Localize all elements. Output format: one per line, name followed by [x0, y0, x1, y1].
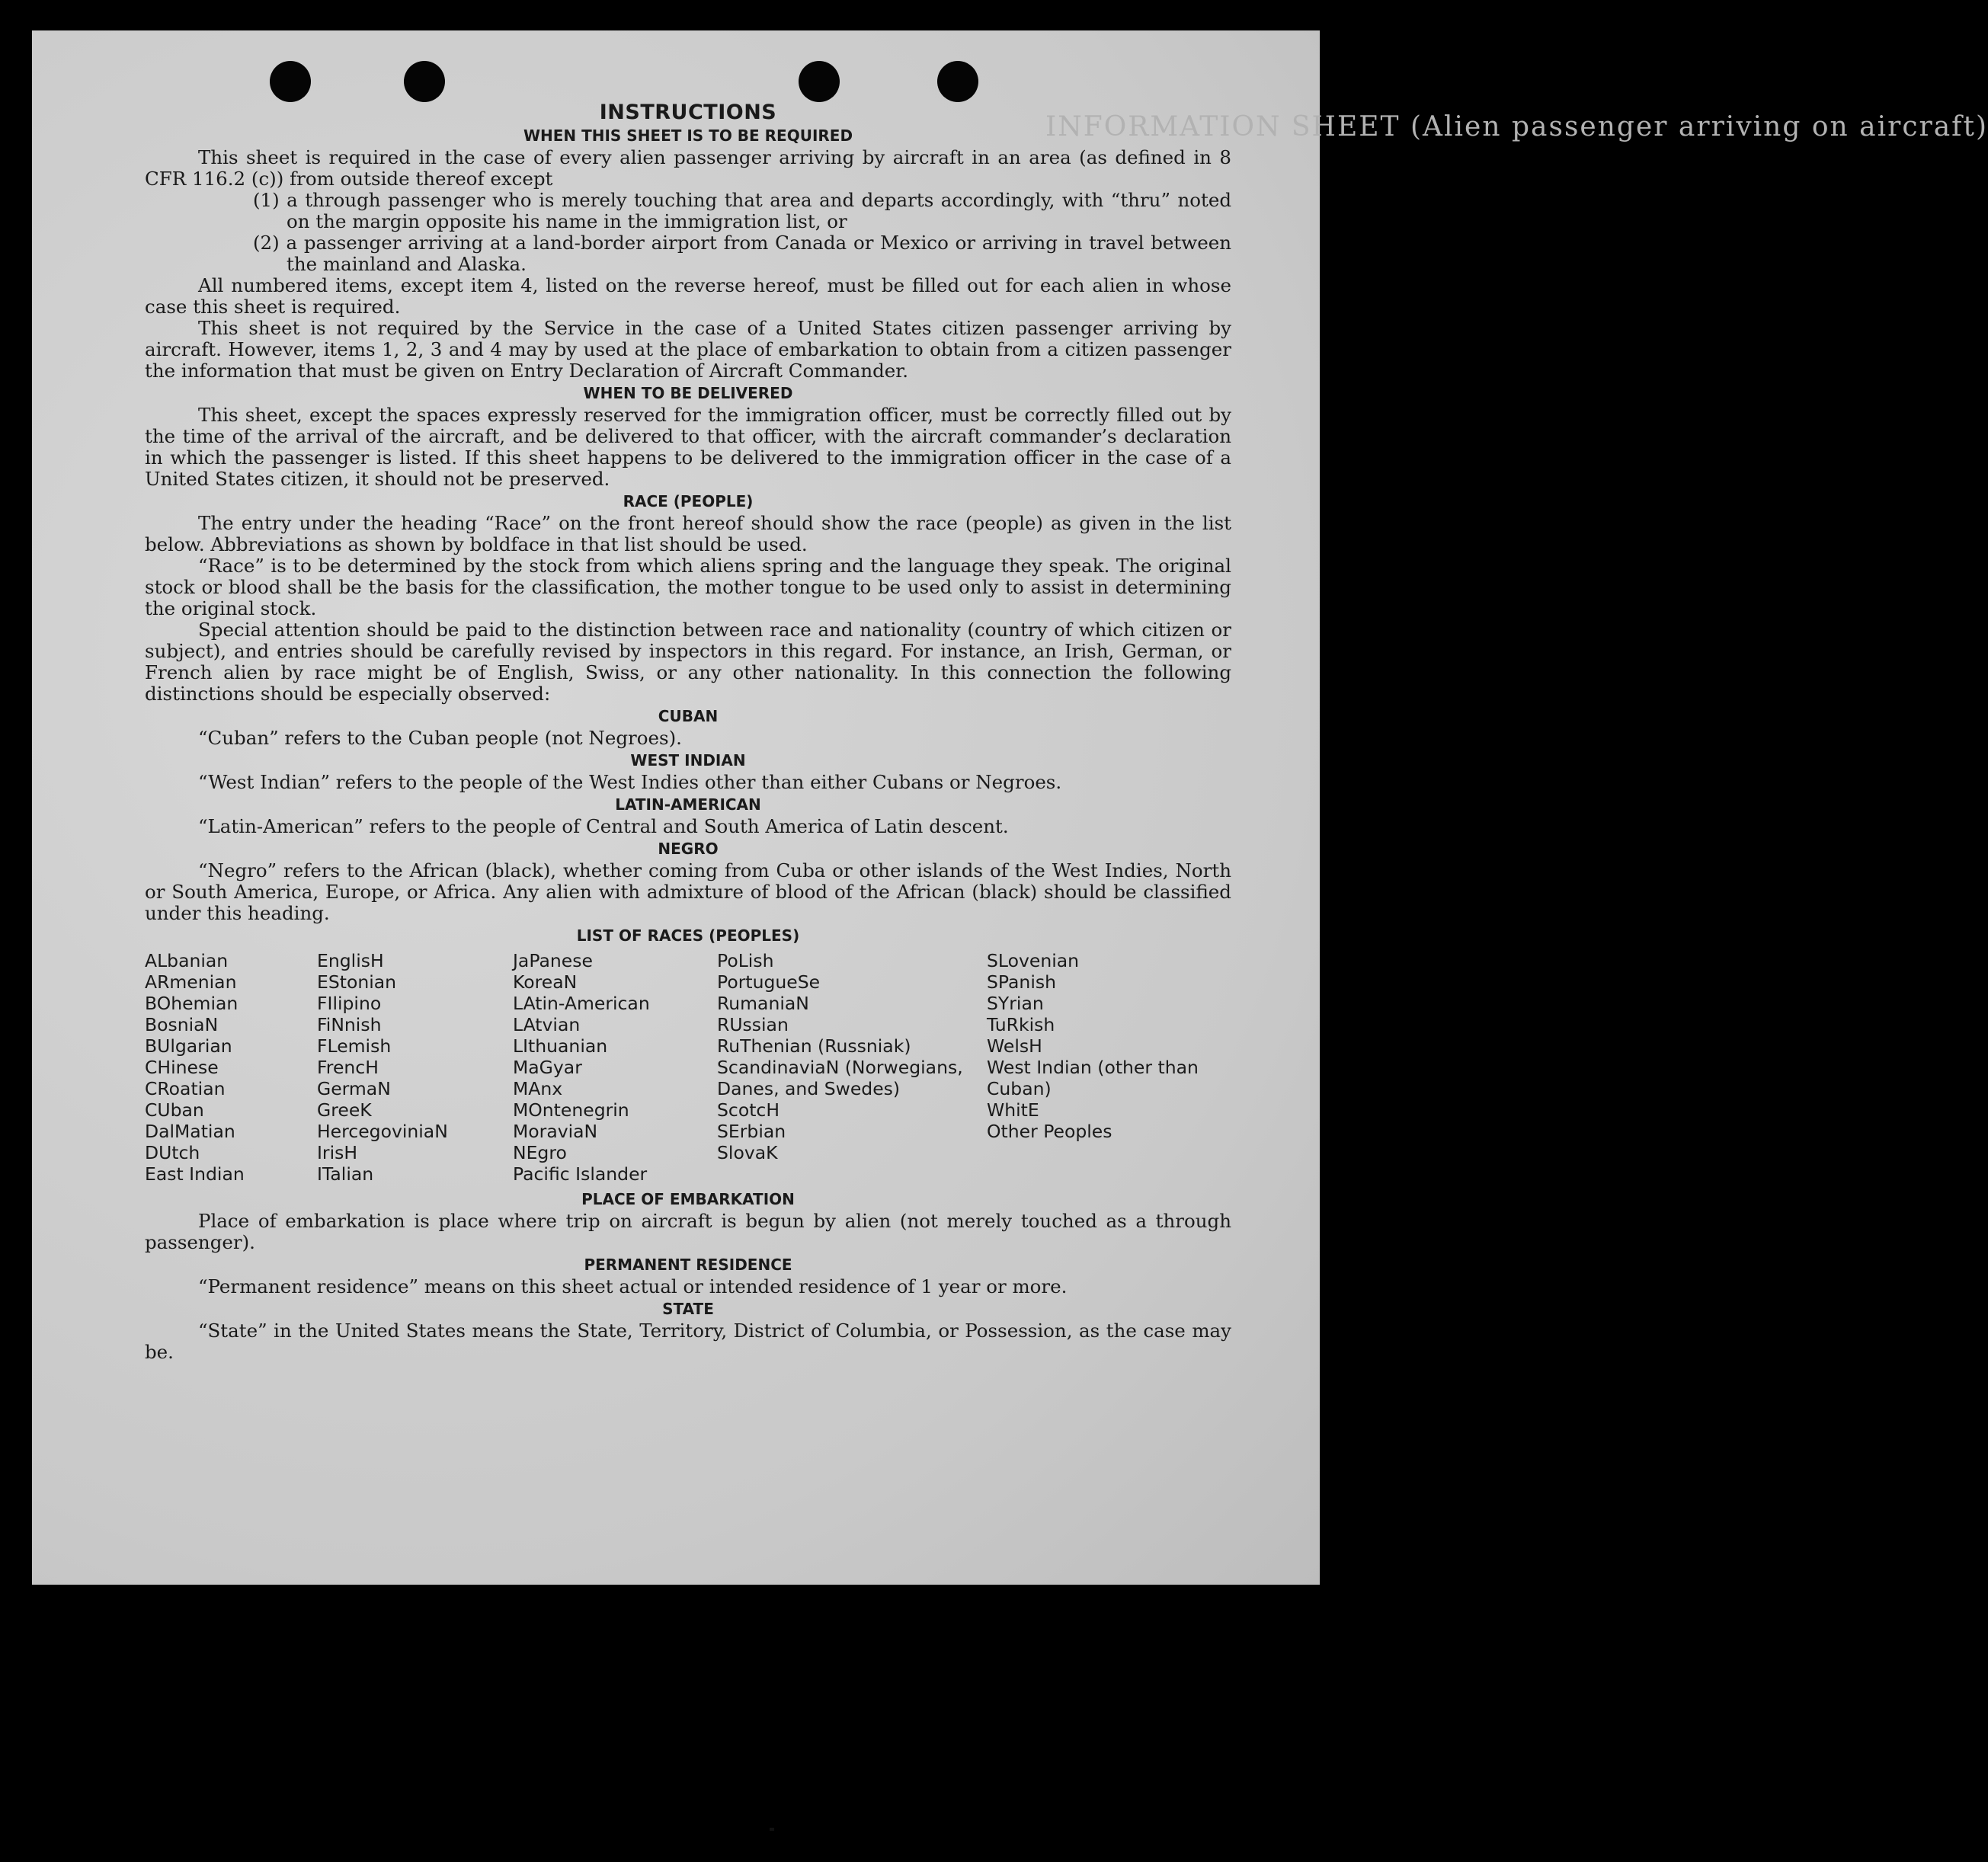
section-heading: STATE [662, 1300, 714, 1318]
paragraph: “State” in the United States means the State, Territory, District of Columbia, or Possession, as the case may be. [145, 1320, 1231, 1363]
race-entry: MOntenegrin [513, 1099, 629, 1121]
paragraph: “Latin-American” refers to the people of Central and South America of Latin descent. [198, 815, 1009, 837]
race-entry: East Indian [145, 1163, 245, 1185]
paragraph: “West Indian” refers to the people of the West Indies other than either Cubans or Negroes. [198, 771, 1062, 793]
race-entry: SYrian [987, 993, 1044, 1014]
scan-speck [770, 1828, 774, 1831]
race-entry: SErbian [717, 1121, 786, 1142]
race-entry: RuThenian (Russniak) [717, 1035, 911, 1057]
race-entry: Pacific Islander [513, 1163, 648, 1185]
section-heading: WHEN THIS SHEET IS TO BE REQUIRED [523, 126, 853, 145]
race-entry: SPanish [987, 971, 1056, 993]
race-entry: WelsH [987, 1035, 1042, 1057]
paragraph: All numbered items, except item 4, listed on the reverse hereof, must be filled out for each alien in whose case this sheet is required. [145, 274, 1231, 318]
paragraph: Place of embarkation is place where trip on aircraft is begun by alien (not merely touched as a through passenger). [145, 1210, 1231, 1253]
race-entry: MAnx [513, 1078, 563, 1099]
exception-item: (1) a through passenger who is merely touching that area and departs accordingly, with “thru” noted on the margin opposite his name in the immigration list, or [253, 189, 1231, 232]
race-entry: MaGyar [513, 1057, 582, 1078]
section-heading: RACE (PEOPLE) [623, 492, 754, 510]
punch-hole [404, 61, 445, 102]
race-entry: DUtch [145, 1142, 200, 1163]
race-entry: FiNnish [317, 1014, 382, 1035]
race-entry: SlovaK [717, 1142, 778, 1163]
race-entry: ALbanian [145, 950, 229, 971]
race-entry: CHinese [145, 1057, 219, 1078]
document-sheet [32, 30, 1988, 1585]
race-entry: CRoatian [145, 1078, 226, 1099]
race-entry: SLovenian [987, 950, 1080, 971]
paragraph: The entry under the heading “Race” on the front hereof should show the race (people) as given in the list below. Abbreviations as shown by boldface in that list should be used. [145, 512, 1231, 555]
paragraph: “Negro” refers to the African (black), whether coming from Cuba or other islands of the West Indies, North or South America, Europe, or Africa. Any alien with admixture of blood of the African (black) should be classified under this heading. [145, 859, 1231, 924]
race-entry: MoraviaN [513, 1121, 598, 1142]
race-entry: ScotcH [717, 1099, 780, 1121]
race-entry: FIlipino [317, 993, 382, 1014]
races-column [145, 950, 317, 1185]
race-entry: GermaN [317, 1078, 391, 1099]
section-heading: PERMANENT RESIDENCE [584, 1256, 792, 1274]
punch-hole [799, 61, 840, 102]
race-entry: BOhemian [145, 993, 238, 1014]
race-entry: NEgro [513, 1142, 567, 1163]
race-entry: DalMatian [145, 1121, 235, 1142]
section-heading: WHEN TO BE DELIVERED [583, 384, 793, 402]
race-entry: LIthuanian [513, 1035, 608, 1057]
race-entry: LAtvian [513, 1014, 581, 1035]
race-entry: PortugueSe [717, 971, 821, 993]
race-entry: EnglisH [317, 950, 384, 971]
race-entry: GreeK [317, 1099, 372, 1121]
races-column [717, 950, 987, 1185]
race-entry: BosniaN [145, 1014, 219, 1035]
races-column [513, 950, 717, 1185]
race-entry: RUssian [717, 1014, 789, 1035]
exception-item: (2) a passenger arriving at a land-border airport from Canada or Mexico or arriving in travel between the mainland and Alaska. [253, 232, 1231, 275]
paragraph: “Cuban” refers to the Cuban people (not Negroes). [198, 727, 682, 749]
races-column [987, 950, 1231, 1185]
race-entry: JaPanese [513, 950, 593, 971]
section-heading: WEST INDIAN [630, 751, 746, 769]
races-list [145, 950, 1231, 1185]
paragraph: This sheet, except the spaces expressly reserved for the immigration officer, must be correctly filled out by the time of the arrival of the aircraft, and be delivered to that officer, with the aircraft commander’s declaration in which the passenger is listed. If this sheet happens to be delivered to the immigration officer in the case of a United States citizen, it should not be preserved. [145, 404, 1231, 490]
section-heading: LIST OF RACES (PEOPLES) [576, 926, 800, 945]
race-entry: ARmenian [145, 971, 237, 993]
race-entry: HercegoviniaN [317, 1121, 448, 1142]
section-heading: NEGRO [658, 840, 719, 858]
race-entry: WhitE [987, 1099, 1039, 1121]
race-entry: TuRkish [987, 1014, 1055, 1035]
race-entry: RumaniaN [717, 993, 809, 1014]
paragraph: This sheet is not required by the Service in the case of a United States citizen passenger arriving by aircraft. However, items 1, 2, 3 and 4 may by used at the place of embarkation to obtain from a citizen passenger the information that must be given on Entry Declaration of Aircraft Commander. [145, 317, 1231, 382]
race-entry: FrencH [317, 1057, 379, 1078]
race-entry: EStonian [317, 971, 397, 993]
race-entry: PoLish [717, 950, 774, 971]
paragraph: This sheet is required in the case of every alien passenger arriving by aircraft in an area (as defined in 8 CFR 116.2 (c)) from outside thereof except [145, 146, 1231, 190]
race-entry: ScandinaviaN (Norwegians, Danes, and Swedes) [717, 1057, 963, 1099]
bleed-through-title: INFORMATION SHEET (Alien passenger arriving on aircraft) [1045, 111, 1988, 142]
section-heading: LATIN-AMERICAN [615, 795, 761, 814]
race-entry: BUlgarian [145, 1035, 232, 1057]
race-entry: West Indian (other than Cuban) [987, 1057, 1199, 1099]
race-entry: IrisH [317, 1142, 358, 1163]
paragraph: “Permanent residence” means on this sheet actual or intended residence of 1 year or more. [198, 1275, 1068, 1297]
punch-hole [270, 61, 311, 102]
races-column [317, 950, 513, 1185]
paragraph: Special attention should be paid to the distinction between race and nationality (country of which citizen or subject), and entries should be carefully revised by inspectors in this regard. For instance, an Irish, German, or French alien by race might be of English, Swiss, or any other nationality. In this connection the following distinctions should be especially observed: [145, 619, 1231, 705]
instructions-title: INSTRUCTIONS [599, 101, 777, 124]
instructions-content [145, 101, 1231, 1363]
race-entry: KoreaN [513, 971, 578, 993]
punch-hole [937, 61, 978, 102]
race-entry: Other Peoples [987, 1121, 1112, 1142]
race-entry: CUban [145, 1099, 204, 1121]
race-entry: FLemish [317, 1035, 392, 1057]
section-heading: CUBAN [658, 707, 719, 725]
paragraph: “Race” is to be determined by the stock from which aliens spring and the language they speak. The original stock or blood shall be the basis for the classification, the mother tongue to be used only to assist in determining the original stock. [145, 555, 1231, 619]
race-entry: LAtin-American [513, 993, 650, 1014]
race-entry: ITalian [317, 1163, 374, 1185]
section-heading: PLACE OF EMBARKATION [581, 1190, 795, 1208]
